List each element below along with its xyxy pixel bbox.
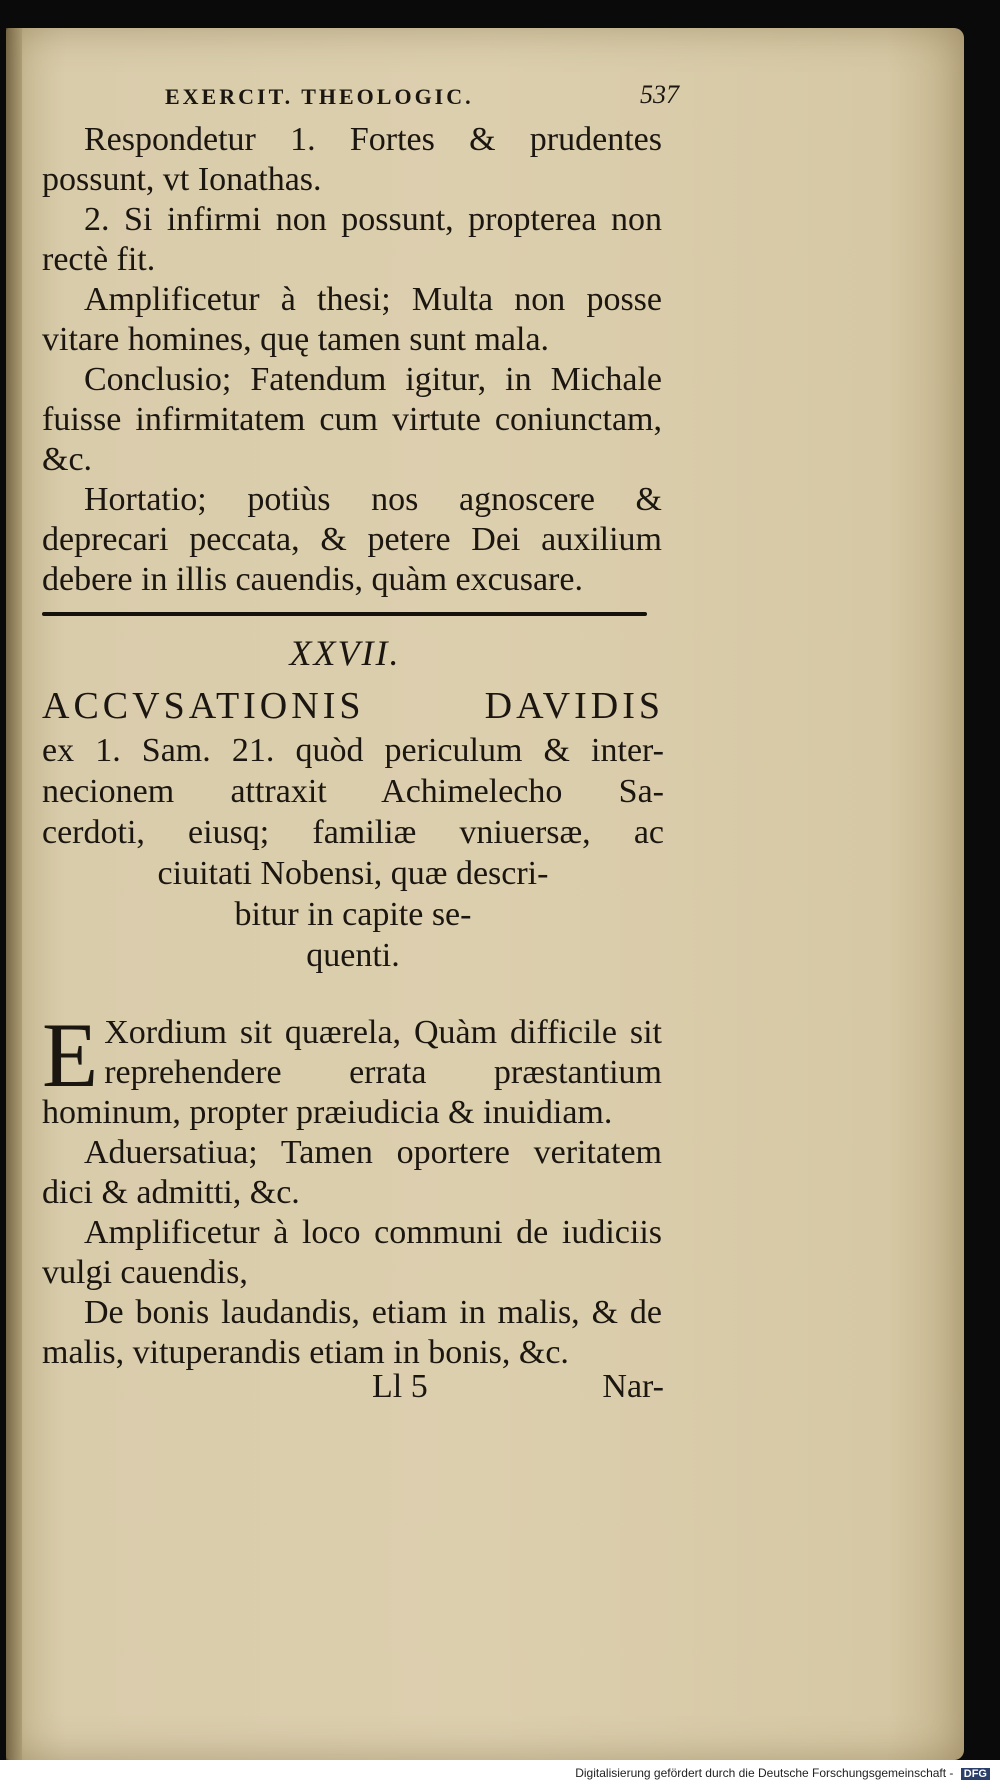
paragraph: Hortatio; potiùs nos agnoscere & deprecari peccata, & petere Dei auxilium debere in illis cauendis, quàm excusare. — [42, 481, 662, 598]
paragraph: Amplificetur à thesi; Multa non posse vitare homines, quę tamen sunt mala. — [42, 281, 662, 358]
running-head — [165, 84, 685, 110]
heading-line: quenti. — [306, 937, 400, 974]
chapter-heading-body — [42, 730, 664, 976]
section-2-text — [42, 1004, 662, 1373]
running-head-title: EXERCIT. THEOLOGIC. — [165, 84, 474, 109]
digitization-credit — [575, 1766, 990, 1780]
heading-line: necionem attraxit Achimelecho Sa- — [42, 773, 664, 810]
paragraph: Aduersatiua; Tamen oportere veritatem dici & admitti, &c. — [42, 1134, 662, 1211]
chapter-heading-caps: ACCVSATIONIS DAVIDIS — [42, 685, 664, 727]
first-paragraph — [42, 1004, 662, 1133]
section-divider-rule — [42, 612, 647, 616]
page-gutter — [6, 28, 22, 1760]
dfg-logo: DFG — [961, 1768, 990, 1780]
signature-mark: Ll 5 — [372, 1368, 428, 1405]
heading-line: ex 1. Sam. 21. quòd periculum & inter- — [42, 732, 664, 769]
page-number: 537 — [640, 80, 679, 109]
section-1-text — [42, 120, 662, 600]
paragraph: De bonis laudandis, etiam in malis, & de malis, vituperandis etiam in bonis, &c. — [42, 1294, 662, 1371]
heading-line: ciuitati Nobensi, quæ descri- — [157, 855, 549, 892]
paragraph: Amplificetur à loco communi de iudiciis vulgi cauendis, — [42, 1214, 662, 1291]
chapter-number: XXVII. — [289, 633, 401, 673]
credit-text: Digitalisierung gefördert durch die Deutsche Forschungsgemeinschaft - — [575, 1766, 954, 1780]
heading-line: cerdoti, eiusq; familiæ vniuersæ, ac — [42, 814, 664, 851]
heading-line: bitur in capite se- — [234, 896, 472, 933]
paragraph: Respondetur 1. Fortes & prudentes possunt, vt Ionathas. — [42, 121, 662, 198]
paragraph-rest: Xordium sit quærela, Quàm difficile sit reprehendere errata præstantium hominum, propter præiudicia & inuidiam. — [42, 1014, 662, 1131]
drop-cap: E — [42, 1004, 99, 1106]
paragraph: Conclusio; Fatendum igitur, in Michale fuisse infirmitatem cum virtute coniunctam, &c. — [42, 361, 662, 478]
catchword: Nar- — [602, 1368, 664, 1405]
paragraph: 2. Si infirmi non possunt, propterea non rectè fit. — [42, 201, 662, 278]
